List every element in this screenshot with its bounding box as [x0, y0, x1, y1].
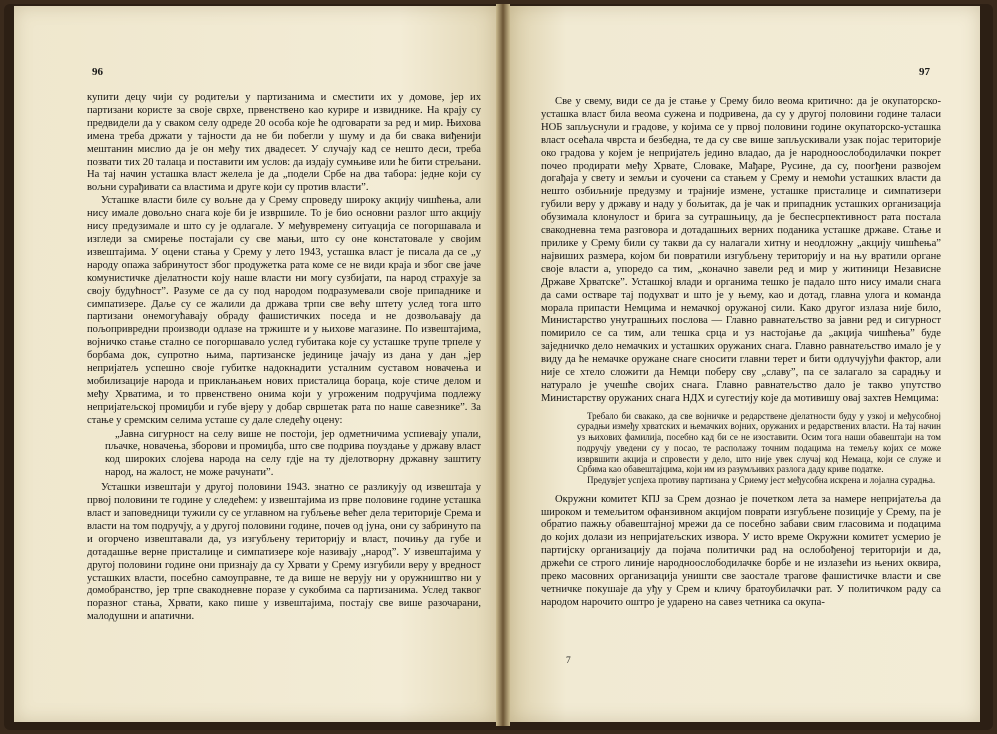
right-page: [510, 6, 980, 722]
right-page-number: 97: [919, 66, 930, 78]
left-page: [14, 6, 496, 722]
footer-number: 7: [566, 656, 571, 666]
small-quote: Предувјет успјеха противу партизана у Сриему јест међусобна искрена и лојална сурадња.: [587, 474, 936, 485]
paragraph: Све у свему, види се да је стање у Срему било веома критично: да је окупаторско-усташка власт била веома сужена и подривена, да су у другој половини године таласи НОБ запљуснули и градове, у којима се у првој половини године окупаторско-усташка власт осећала чврста и безбедна, те да су све више запљускивали узак појас територије око градова у којем је непријатељ једино владао, да је народноослободилачки покрет почео продирати међу Хрвате, Словаке, Мађаре, Русине, да су, поогђени развојем догађаја у свету и земљи и суочени са стањем у Срему и немоћи усташких власти да нешто озбиљније предузму и трајније измене, усташке присталице и симпатизери губили веру у државу и наду у бољитак, да је чак и припадник усташких организација обузимала клонулост и брига за сутрашњицу, да је беспесрпективност рата постала свакодневна тема разговора и дотадашњих верних поданика усташке државе. Стање и прилике у Срему били су такви да су налагали хитну и неодложну „акцију чишћења” највиших размера, којом би повратили изгубљену територију и на њу вратили органе своје власти а, упоредо са тим, „коначно завели ред и мир у житиници Независне Државе Хрватске”. Усташкој влади и органима тешко је падало што нису имали снага да сами остваре тај подухват и што је у њему, као и дотад, главна улога и команда морала припасти Немцима и немачкој оружаној сили. Како другог излаза није било, Министарство унутрашњих послова — Главно равнатељство за јавни ред и сигурност помирило се са тим, али тешка срца и уз настојање да „акција чишћења” буде заједничко дело немачких и усташких оружаних снага. Главно равнатељство имало је у виду да ће немачке оружане снаге сносити главни терет и бити одлучујући фактор, али није се хтело сложити да Немци поберу сву „славу”, па се залагало за сарадњу и натурало је учешће својих снага. Главно равнатељство дало је такво упутство Министарству оружаних снага НДХ и сугестију које да мотивишу овај захтев Немцима:: [541, 96, 941, 404]
paragraph: Окружни комитет КПЈ за Срем дознао је почетком лета за намере непријатеља да широком и темељитом офанзивном акцијом поврати изгубљене позиције у Срему, па је обратио пажњу обавештајној мрежи да се посебно забави свим гласовима и подацима до којих долази из непријатељских извора. У исто време Окружни комитет усмерио је партијску организацију да појача политички рад на ослобођеној територији и да, држећи се строго линије народноослободилачке борбе и не излазећи из њених оквира, преко масовних организација уништи све заостале трагове фашистичке власти и све четничке покушаје да уђу у Срем и кличу братоубилачки рат. У политичком раду са народом нарочито оштро је ударено на савез четника са окупа-: [541, 493, 941, 608]
left-page-text: [87, 92, 481, 624]
small-quote: Требало би свакако, да све војничке и редарствене дјелатности буду у узкој и међусобној сурадњи између хрватских и њемачких војних, оружаних и редарствених власти. На тај начин уз њихових фамилија, посебно кад би се не изоставити. Осим тога наши обавештаји на том подручју уведени су у посао, те располажу точним подацима на темељу којих се може изврвшити акција и спровести у дело, што није увек случај код Немаца, који се служе и Србима као обавештајцима, који им из разумљивих разлога даду криве податке.: [577, 410, 941, 475]
quoted-paragraph: „Јавна сигурност на селу више не постоји, јер одметничима успиевају упали, пљачке, новачења, зборови и промиџба, што све подрива поуздање у државу власт код широких слојева народа на селу гдје на ту дјелотворну државну заштиту народ, на жалост, не може рачунати”.: [105, 428, 481, 479]
right-page-text: [541, 96, 941, 610]
paragraph: купити децу чији су родитељи у партизанима и сместити их у домове, јер их партизани користе за своје сврхе, првенствено као курире и извиднике. На крају су предвидели да у сваком селу одреде 20 особа које ће одговарати за ред и мир. Њихова имена треба држати у тајности да не би побегли у шуму и да би свака виђенији мештанин мислио да је он међу тих двадесет. У случају кад се нешто деси, треба позвати тих 20 талаца и поставити им услов: да издају сумњиве или ће бити стрељани. На тај начин усташка власт желела је да „подели Србе на два табора: једне који су вољни сурађивати са властима и друге који су против власти”.: [87, 92, 481, 194]
book-gutter: [496, 4, 510, 726]
paragraph: Усташке власти биле су вољне да у Срему спроведу широку акцију чишћења, али нису имале довољно снага које би је извршиле. То је био основни разлог што акцију нису предузимале и што су је одлагале. У међувремену ситуација се погоршавала и изгледи за смирење постајали су све мањи, што су оне констатовале у својим извештајима. У оцени стања у Срему у лето 1943, усташка власт је писала да се „у народу опажа забринутост због продужетка рата коме се не види краја и због све јаче комунистичке дјелатности коју наше власти ни могу сузбијати, па народ страхује за своју будућност”. Разуме се да су под народом подразумевали своје припаднике и симпатизере. Даље су се жалили да држава трпи све већу штету услед тога што партизани онемогућавају обраду фашистичких поседа и не дозвољавају да пољопривредни производи одлазе на тржиште и у њихове магазине. По извештајима, војничко стање стално се погоршавало услед губитака које су усташке трупе трпеле у борбама док, супротно њима, партизанске јединице јачају из дана у дан „јер непријатељ успешно своје губитке надокнадити усталним суставом новачења и мобилизације народа и приклањањем нових присталица бораца, које стиче делом и међу Хрватима, и то првенствено онима који у угроженим подручјима подлежу непријатељској промиџби и губе вјеру у добар свршетак рата по наше савезнике”. За стање у сремским селима усташе су дале следећу оцену:: [87, 195, 481, 426]
paragraph: Усташки извештаји у другој половини 1943. знатно се разликују од извештаја у првој половини те године у следећем: у извештајима из прве половине године усташка власт и заповедници тужили су се углавном на губљење већег дела територије Срема и власти на том подручју, а у другој половини године, почев од јуна, они су забринуто па и огорчено извештавали да, уз изгубљену територију и власт, почињу да губе и дотадашње верне присталице и симпатизере које називају „народ”. У извештајима у другој половини године они признају да су Хрвати у Срему изгубили веру у вредност усташких власти, посебно самоуправне, те да више не верују ни у оружништво ни у домобранство, јер трпе свакодневне поразе у сукобима са партизанима. Услед таквог поразног стања, Хрвати, како пише у извештајима, постају све више разочарани, малодушни и апатични.: [87, 482, 481, 623]
left-page-number: 96: [92, 66, 103, 78]
